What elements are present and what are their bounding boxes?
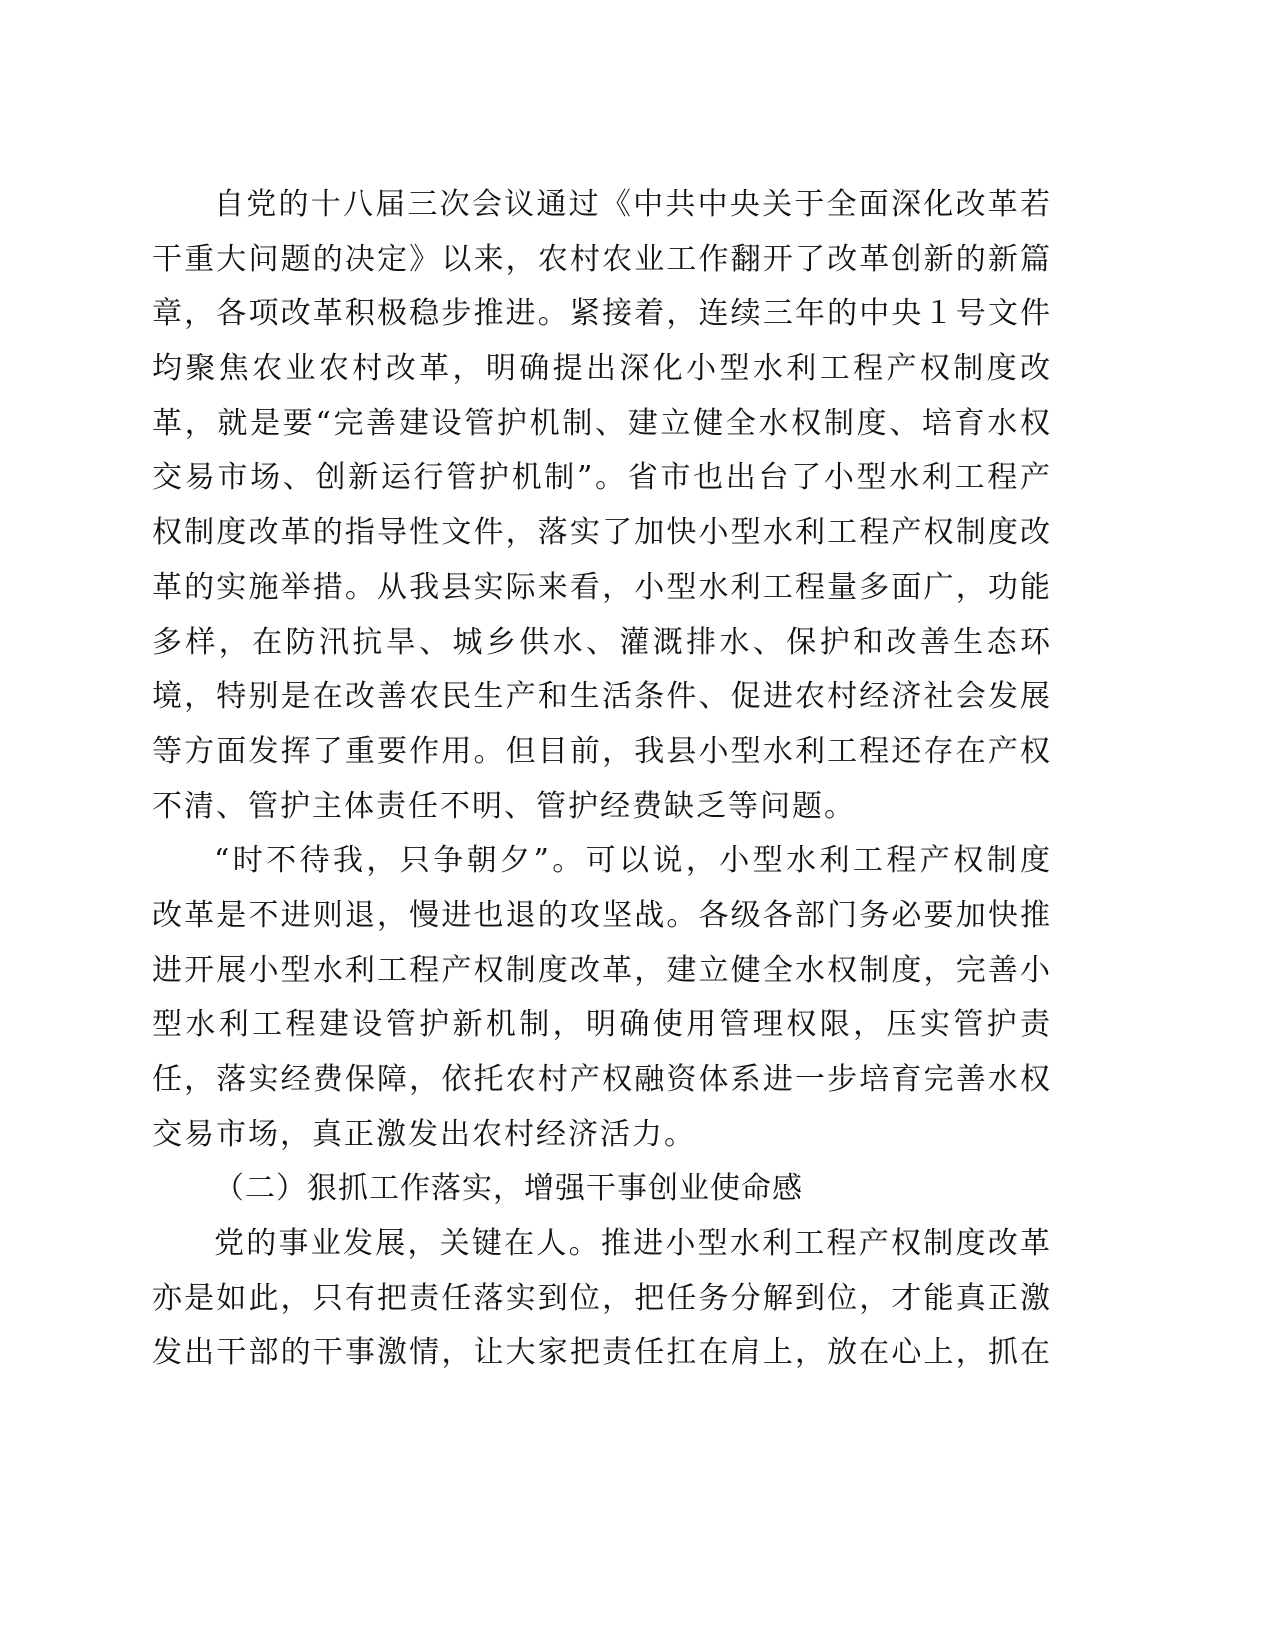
text-line: 革，就是要“完善建设管护机制、建立健全水权制度、培育水权 [152,405,1052,441]
text-line: 交易市场，真正激发出农村经济活力。 [152,1116,696,1152]
text-line: 均聚焦农业农村改革，明确提出深化小型水利工程产权制度改 [152,351,1052,387]
paragraph-2 [152,834,1052,1162]
text-line: 干重大问题的决定》以来，农村农业工作翻开了改革创新的新篇 [152,241,1052,277]
text-line: 革的实施举措。从我县实际来看，小型水利工程量多面广，功能 [152,569,1052,605]
text-line: 发出干部的干事激情，让大家把责任扛在肩上，放在心上，抓在 [152,1335,1052,1371]
text-line: 不清、管护主体责任不明、管护经费缺乏等问题。 [152,788,856,824]
text-line: “时不待我，只争朝夕”。可以说，小型水利工程产权制度 [214,843,1052,879]
heading-line: （二）狠抓工作落实，增强干事创业使命感 [214,1171,803,1207]
paragraph-1 [152,178,1052,834]
section-heading [152,1162,1052,1217]
text-line: 多样，在防汛抗旱、城乡供水、灌溉排水、保护和改善生态环 [152,624,1052,660]
text-line: 党的事业发展，关键在人。推进小型水利工程产权制度改革 [214,1226,1052,1262]
text-line: 权制度改革的指导性文件，落实了加快小型水利工程产权制度改 [152,515,1052,551]
text-line: 境，特别是在改善农民生产和生活条件、促进农村经济社会发展 [152,679,1052,715]
text-line: 交易市场、创新运行管护机制”。省市也出台了小型水利工程产 [152,460,1052,496]
text-line: 改革是不进则退，慢进也退的攻坚战。各级各部门务必要加快推 [152,897,1052,933]
text-line: 亦是如此，只有把责任落实到位，把任务分解到位，才能真正激 [152,1280,1052,1316]
text-line: 等方面发挥了重要作用。但目前，我县小型水利工程还存在产权 [152,733,1052,769]
text-line: 型水利工程建设管护新机制，明确使用管理权限，压实管护责 [152,1007,1052,1043]
text-line: 章，各项改革积极稳步推进。紧接着，连续三年的中央１号文件 [152,296,1052,332]
text-line: 任，落实经费保障，依托农村产权融资体系进一步培育完善水权 [152,1062,1052,1097]
paragraph-3 [152,1217,1052,1381]
text-line: 进开展小型水利工程产权制度改革，建立健全水权制度，完善小 [152,952,1052,988]
text-line: 自党的十八届三次会议通过《中共中央关于全面深化改革若 [214,187,1052,222]
document-body [152,178,1052,1381]
